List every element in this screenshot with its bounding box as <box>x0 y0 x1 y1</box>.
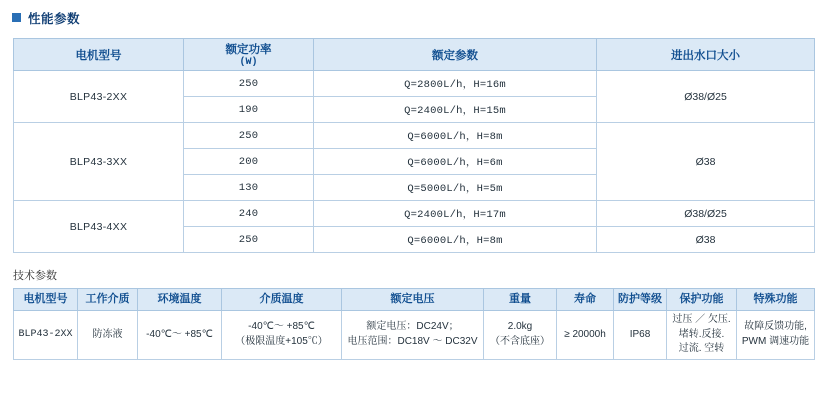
table-row <box>14 201 815 227</box>
cell-params: Q=2800L/h，H=16m <box>314 71 597 97</box>
cell-params: Q=6000L/h，H=8m <box>314 227 597 253</box>
table-row <box>14 71 815 97</box>
col-header-life: 寿命 <box>557 289 614 311</box>
cell-rated-voltage <box>342 311 484 360</box>
cell-power: 240 <box>184 201 314 227</box>
cell-params: Q=5000L/h，H=5m <box>314 175 597 201</box>
special-line-2: PWM 调速功能 <box>741 335 810 347</box>
cell-model: BLP43-4XX <box>14 201 184 253</box>
tech-table <box>13 288 815 360</box>
cell-params: Q=2400L/h，H=17m <box>314 201 597 227</box>
table-header-row <box>14 289 815 311</box>
cell-weight <box>484 311 557 360</box>
col-header-rated-voltage: 额定电压 <box>342 289 484 311</box>
medium-temp-line-2: （极限温度+105℃） <box>235 335 328 347</box>
tech-section-caption: 技术参数 <box>13 270 57 282</box>
performance-table-head <box>14 39 815 71</box>
cell-params: Q=2400L/h，H=15m <box>314 97 597 123</box>
voltage-line-2: 电压范围：DC18V ～ DC32V <box>347 335 478 347</box>
col-header-model: 电机型号 <box>14 289 78 311</box>
table-header-row <box>14 39 815 71</box>
cell-params: Q=6000L/h，H=6m <box>314 149 597 175</box>
performance-table-wrapper <box>0 26 827 253</box>
cell-model: BLP43-2XX <box>14 311 78 360</box>
weight-line-2: （不含底座） <box>490 335 550 347</box>
protect-line-3: 过流. 空转 <box>678 343 725 354</box>
col-header-rated-power: 额定功率 (W) <box>184 39 314 71</box>
tech-table-wrapper <box>0 288 827 360</box>
col-header-medium: 工作介质 <box>78 289 138 311</box>
col-header-protection-class: 防护等级 <box>614 289 667 311</box>
col-header-special-function: 特殊功能 <box>737 289 815 311</box>
cell-port-size: Ø38/Ø25 <box>597 201 815 227</box>
col-header-model: 电机型号 <box>14 39 184 71</box>
col-header-rated-params: 额定参数 <box>314 39 597 71</box>
col-header-medium-temp: 介质温度 <box>222 289 342 311</box>
col-header-port-size: 进出水口大小 <box>597 39 815 71</box>
table-row <box>14 123 815 149</box>
medium-temp-line-1: -40℃～ +85℃ <box>248 321 315 333</box>
cell-model: BLP43-3XX <box>14 123 184 201</box>
cell-power: 250 <box>184 227 314 253</box>
cell-life: ≥ 20000h <box>557 311 614 360</box>
protect-line-1: 过压 ／ 欠压. <box>672 314 731 325</box>
cell-protect-function <box>667 311 737 360</box>
cell-power: 250 <box>184 123 314 149</box>
cell-ambient-temp: -40℃～ +85℃ <box>138 311 222 360</box>
cell-port-size: Ø38 <box>597 123 815 201</box>
weight-line-1: 2.0kg <box>507 321 533 333</box>
cell-special-function <box>737 311 815 360</box>
cell-power: 130 <box>184 175 314 201</box>
cell-power: 190 <box>184 97 314 123</box>
col-header-ambient-temp: 环境温度 <box>138 289 222 311</box>
voltage-line-1: 额定电压：DC24V； <box>366 321 459 333</box>
tech-table-body <box>14 311 815 360</box>
section-header <box>0 0 827 26</box>
tech-table-head <box>14 289 815 311</box>
page-title: 性能参数 <box>28 11 81 26</box>
col-header-rated-power-unit: (W) <box>239 57 258 68</box>
performance-table <box>13 38 815 253</box>
col-header-protect-function: 保护功能 <box>667 289 737 311</box>
cell-model: BLP43-2XX <box>14 71 184 123</box>
cell-port-size: Ø38 <box>597 227 815 253</box>
cell-params: Q=6000L/h，H=8m <box>314 123 597 149</box>
cell-medium-temp <box>222 311 342 360</box>
protect-line-2: 堵转.反接. <box>678 328 725 340</box>
bullet-square-icon <box>12 13 21 22</box>
special-line-1: 故障反馈功能, <box>744 321 807 333</box>
cell-power: 250 <box>184 71 314 97</box>
table-row <box>14 311 815 360</box>
col-header-weight: 重量 <box>484 289 557 311</box>
cell-power: 200 <box>184 149 314 175</box>
cell-medium: 防冻液 <box>78 311 138 360</box>
performance-table-body <box>14 71 815 253</box>
cell-protection-class: IP68 <box>614 311 667 360</box>
cell-port-size: Ø38/Ø25 <box>597 71 815 123</box>
